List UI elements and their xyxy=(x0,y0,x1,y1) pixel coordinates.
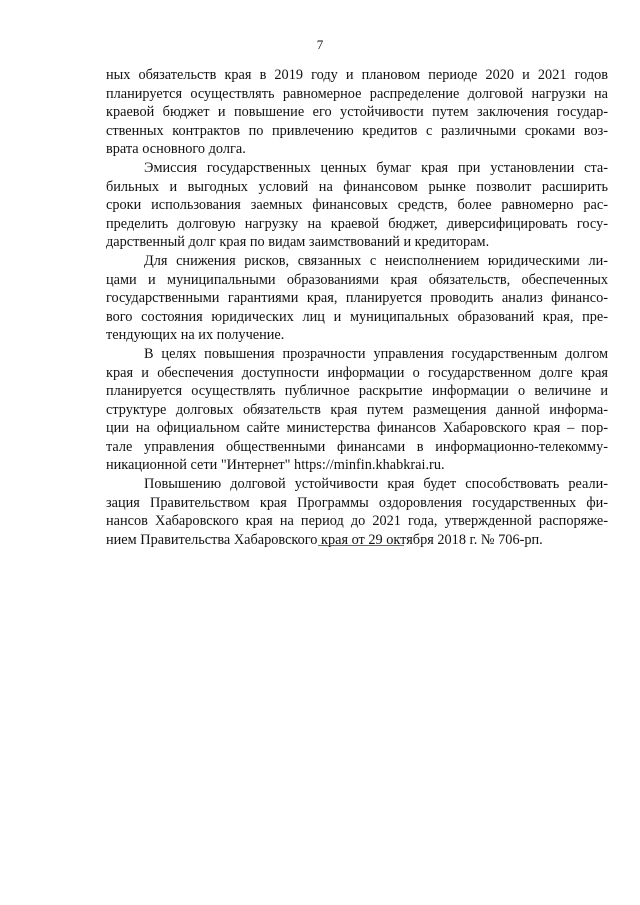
text-line: Для снижения рисков, связанных с неисполнением юридическими ли- xyxy=(144,252,608,269)
body-text xyxy=(106,66,608,549)
text-line: края и обеспечения доступности информации о государственном долге края xyxy=(106,364,608,381)
paragraph xyxy=(106,475,608,549)
text-line: зация Правительством края Программы оздоровления государственных фи- xyxy=(106,494,608,511)
text-line: цами и муниципальными образованиями края обязательств, обеспеченных xyxy=(106,271,608,288)
paragraph xyxy=(106,345,608,475)
text-line: Эмиссия государственных ценных бумаг края при установлении ста- xyxy=(144,159,608,176)
paragraph xyxy=(106,252,608,345)
page-number: 7 xyxy=(316,37,324,52)
text-line: нансов Хабаровского края на период до 2021 года, утвержденной распоряже- xyxy=(106,513,608,530)
text-line: пределить долговую нагрузку на краевой бюджет, диверсифицировать госу- xyxy=(106,215,608,232)
text-line: никационной сети "Интернет" https://minfin.khabkrai.ru. xyxy=(106,457,445,474)
text-line: краевой бюджет и повышение его устойчивости путем заключения государ- xyxy=(106,104,608,121)
text-line: ции на официальном сайте министерства финансов Хабаровского края – пор- xyxy=(106,420,608,437)
text-line: ственных контрактов по привлечению кредитов с различными сроками воз- xyxy=(106,122,608,139)
text-line: дарственный долг края по видам заимствований и кредиторам. xyxy=(106,234,490,251)
text-line: тале управления общественными финансами в информационно-телекомму- xyxy=(106,438,608,455)
text-line: структуре долговых обязательств края путем размещения данной информа- xyxy=(106,401,608,418)
text-line: бильных и выгодных условий на финансовом рынке позволит расширить xyxy=(106,178,608,195)
text-line: Повышению долговой устойчивости края будет способствовать реали- xyxy=(144,476,608,493)
text-line: ных обязательств края в 2019 году и плановом периоде 2020 и 2021 годов xyxy=(106,67,608,83)
text-line: врата основного долга. xyxy=(106,141,246,158)
paragraph xyxy=(106,159,608,252)
text-line: вого состояния юридических лиц и муниципальных образований края, пре- xyxy=(106,308,608,325)
text-line: тендующих на их получение. xyxy=(106,327,285,344)
paragraph xyxy=(106,66,608,159)
text-line: планируется осуществлять публичное раскрытие информации о величине и xyxy=(106,383,608,400)
text-line: В целях повышения прозрачности управления государственным долгом xyxy=(144,345,608,362)
end-separator-line xyxy=(318,545,404,546)
text-line: планируется осуществлять равномерное распределение долговой нагрузки на xyxy=(106,85,608,102)
text-line: нием Правительства Хабаровского края от 29 октября 2018 г. № 706-рп. xyxy=(106,531,543,548)
text-line: государственными гарантиями края, планируется проводить анализ финансо- xyxy=(106,290,608,307)
text-line: сроки использования заемных финансовых средств, более равномерно рас- xyxy=(106,197,608,214)
